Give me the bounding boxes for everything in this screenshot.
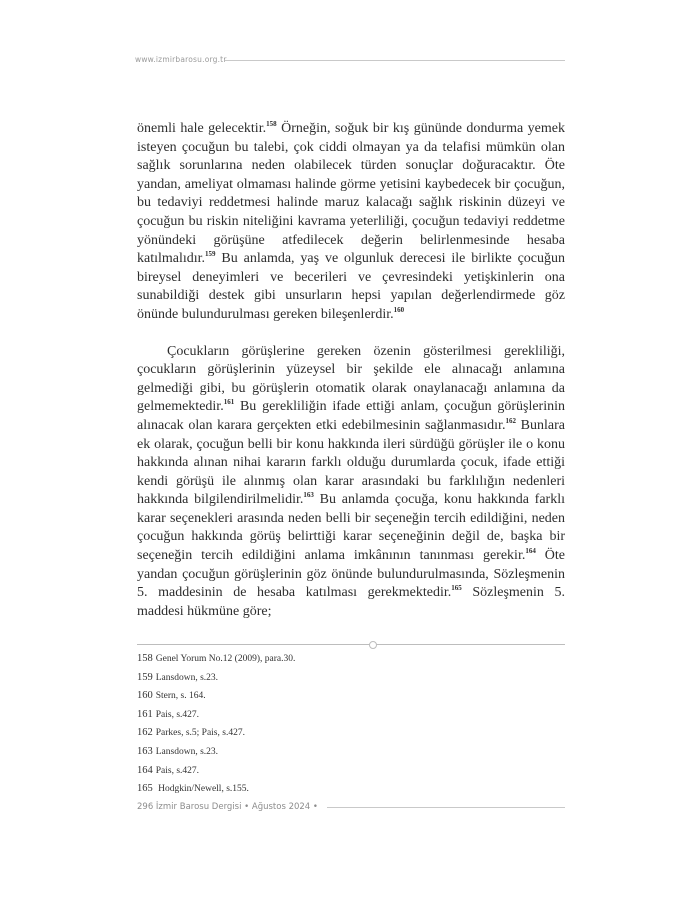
footnote [137,762,565,781]
footnote-number: 164 [137,764,153,776]
footnote-text: Hodgkin/Newell, s.155. [155,784,249,795]
footnote-ref[interactable]: 161 [223,398,235,407]
footnote [137,724,565,743]
paragraph [137,120,565,325]
footnote-number: 162 [137,727,153,739]
header-url: www.izmirbarosu.org.tr [135,55,227,64]
footnote [137,650,565,669]
text-run: Bu gerekliliğin ifade ettiği anlam, çocuğun görüşlerinin alınacak olan karara gerçekten etki edebilmesinin sağlanmasıdır. [137,399,565,433]
footnote-divider-ornament [369,641,377,649]
footnote-text: Lansdown, s.23. [155,746,219,757]
footnote-text: Lansdown, s.23. [155,672,219,683]
footnote-number: 159 [137,671,153,683]
footnote-text: Pais, s.427. [155,765,200,776]
text-run: Bu anlamda çocuğa, konu hakkında farklı karar seçenekleri arasında neden belli bir seçeneğin tercih edildiğini, neden çocuğun hakkında görüş belirttiği karar seçeneğinin değil de, başka bir seçeneğin tercih edildiğini anlama imkânının tanınması gerekir. [137,492,565,564]
footnote-number: 165 [137,783,153,795]
footnote-ref[interactable]: 165 [451,584,462,593]
footer-rule [327,807,565,808]
footnote [137,743,565,762]
text-run: Öte yandan çocuğun görüşlerinin göz önünde bulundurulmasında, Sözleşmenin 5. maddesinin de hesaba katılması gerekmektedir. [137,548,565,601]
footnote-text: Genel Yorum No.12 (2009), para.30. [155,654,296,664]
footnote-text: Pais, s.427. [155,709,200,720]
footnote-text: Parkes, s.5; Pais, s.427. [155,728,245,739]
footnote-number: 158 [137,653,153,664]
footnote-ref[interactable]: 158 [266,120,277,128]
page-footer [137,800,565,814]
footnote [137,669,565,688]
footnote-ref[interactable]: 163 [303,491,314,500]
footnote [137,687,565,706]
footnote-ref[interactable]: 159 [205,250,216,259]
footnote [137,706,565,725]
paragraph [137,343,565,622]
text-run: Bunlara ek olarak, çocuğun belli bir konu hakkında ileri sürdüğü görüşler ile o konu hakkında alınan nihai kararın farklı olduğu durumlarda çocuk, ifade ettiği kendi görüşü ile alınmış olan karar arasındaki bu farklılığın nedenleri hakkında bilgilendirilmelidir. [137,417,565,508]
footnote-number: 163 [137,745,153,757]
footnote [137,780,565,799]
footnote-ref[interactable]: 164 [525,547,536,556]
text-run: Sözleşmenin 5. maddesi hükmüne göre; [137,585,566,619]
footnote-ref[interactable]: 162 [505,416,516,425]
footer-text: 296 İzmir Barosu Dergisi • Ağustos 2024 • [137,802,318,812]
text-run: Bu anlamda, yaş ve olgunluk derecesi ile birlikte çocuğun bireysel deneyimleri ve becerileri ve çevresindeki yetişkinlerin ona sunabildiği destek gibi unsurların hepsi yapılan değerlendirmede göz önünde bulundurulması gereken bileşenlerdir. [137,251,565,322]
footnote-divider [137,641,565,649]
footnote-divider-line [137,644,565,645]
page-header [135,54,565,66]
footnotes [137,650,565,799]
body-text [137,120,565,621]
text-run: Çocukların görüşlerine gereken özenin gösterilmesi gerekliliği, çocukların görüşlerinin yüzeysel bir şekilde ele alınacağı anlamına gelmediği gibi, bu görüşlerin otomatik olarak onaylanacağı anlamına da gelmemektedir. [137,343,565,415]
text-run: Örneğin, soğuk bir kış gününde dondurma yemek isteyen çocuğun bu talebi, çok ciddi olmayan ya da telafisi mümkün olan sağlık sorunlarına neden olabilecek türden sonuçlar doğuracaktır. Öte yandan, ameliyat olmaması halinde görme yetisini kaybedecek bir çocuğun, bu tedaviyi reddetmesi halinde maruz kalacağı sağlık riskinin düzeyi ve çocuğun bu riskin niteliğini kavrama yeterliliği, çocuğun tedaviyi reddetme yönündeki görüşüne atfedilecek değerin belirlenmesinde hesaba katılmalıdır. [137,121,565,267]
text-run: önemli hale gelecektir. [137,121,267,136]
header-rule [225,60,565,61]
footnote-number: 161 [137,708,153,720]
footnote-number: 160 [137,690,153,702]
footnote-ref[interactable]: 160 [393,305,405,314]
footnote-text: Stern, s. 164. [155,691,206,702]
